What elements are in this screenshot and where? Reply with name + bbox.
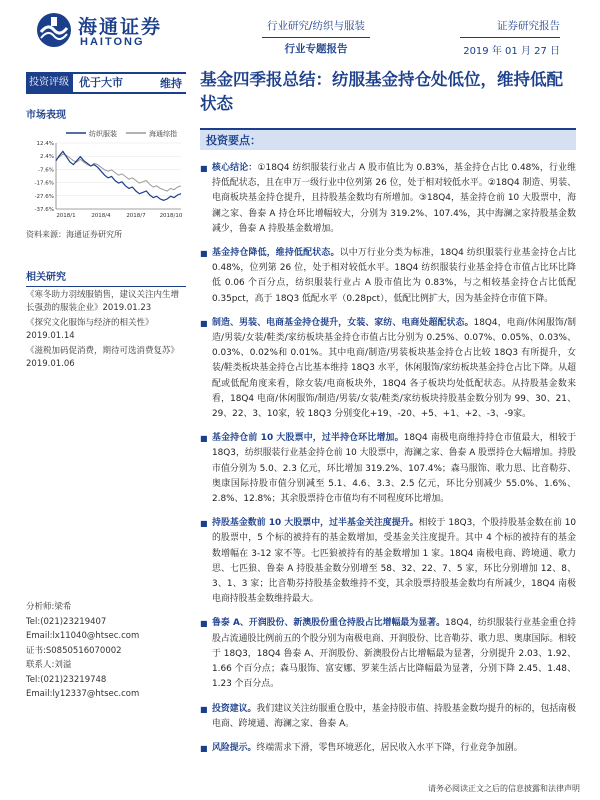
contact-tel: Tel:(021)23219748 [26,674,107,685]
report-category-block [262,18,370,56]
key-point-lead: 制造、男装、电商基金持仓提升，女装、家纺、电商处超配状态。 [212,317,474,328]
y-tick-label: -17.6% [34,180,54,187]
bullet-icon: ■ [200,704,208,714]
key-point-body: 终端需求下滑，零售环境恶化，居民收入水平下降，行业竞争加剧。 [256,742,523,753]
x-tick-label: 2018/1 [56,213,76,219]
key-point-text [212,431,576,507]
analyst-certificate: 证书:S0850516070002 [26,645,122,656]
haitong-logo-icon [36,12,72,48]
bullet-icon: ■ [200,743,208,753]
related-item[interactable]: 《寒冬助力羽绒服销售，建议关注内生增长强劲的服装企业》2019.01.23 [26,290,180,313]
key-point-lead: 鲁泰 A、开润股份、新澳股份重仓持股占比增幅最为显著。 [212,618,446,629]
market-performance-chart [26,127,186,227]
related-item[interactable]: 《滋税加码促消费，期待可选消费复苏》2019.01.06 [26,346,180,369]
report-header [0,0,600,62]
report-title: 基金四季报总结：纺服基金持仓处低位，维持低配状态 [200,70,563,113]
key-points-list [200,161,576,756]
investment-rating [26,72,186,94]
rating-status: 维持 [160,77,182,90]
bullet-icon: ■ [200,249,208,259]
key-point-item [200,516,576,607]
chart-source: 资料来源：海通证券研究所 [26,230,122,239]
key-point-lead: 风险提示。 [212,742,257,753]
y-tick-label: -7.6% [38,167,54,174]
key-points-bar [200,128,576,150]
key-point-item [200,702,576,732]
key-point-item [200,316,576,422]
x-tick-label: 2018/10 [159,213,183,219]
key-point-lead: 持股基金数前 10 大股票中，过半基金关注度提升。 [212,518,419,529]
key-point-text [212,616,576,692]
key-point-text [212,702,576,732]
contact-name: 联系人:刘溢 [26,660,72,670]
analyst-tel: Tel:(021)23219407 [26,616,107,627]
series-line-textile [56,151,181,200]
market-chart-svg [26,127,186,227]
key-point-body: 18Q4 南极电商维持持仓市值最大，相较于 18Q3，纺织服装行业基金持仓前 10 大股票中，海澜之家、鲁泰 A 股票持仓大幅增加。持股市值分别为 5.0、2.3 亿元，环比增加 319.2%、107.4%；森马服饰、歌力思、比音勒芬、奥康国际持股市值分别减至 5.1、4.6、3.3、2.5 亿元，环比分别减少 55.0%、1.6%、2.8%、12.8%；其余股票持仓市值均有不同程度环比增加。 [212,433,576,505]
bullet-icon: ■ [200,519,208,529]
key-point-text [212,741,523,756]
x-tick-label: 2018/7 [126,213,146,219]
rating-label: 投资评级 [26,74,72,92]
bullet-icon: ■ [200,434,208,444]
key-point-body: 我们建议关注纺服重仓股中，基金持股市值、持股基金数均提升的标的，包括南极电商、跨境通、海澜之家、鲁泰 A。 [212,703,576,729]
report-category: 行业研究/纺织与服装 [262,18,370,38]
bullet-icon: ■ [200,164,208,173]
logo-english-text: HAITONG [80,36,145,48]
analyst-email[interactable]: Email:lx11040@htsec.com [26,631,140,641]
logo-chinese-text: 海通证券 [78,16,163,38]
key-point-item [200,741,576,756]
sidebar [26,72,186,371]
analyst-contacts [26,600,186,702]
key-point-body: 相较于 18Q3，个股持股基金数在前 10 的股票中，5 个标的被持有的基金数增加，受基金关注度提升。其中 4 个标的被持有的基金数增幅在 3-12 家不等。七匹狼被持有的基金数增加 1 家。18Q4 南极电商、跨境通、歌力思、七匹狼、鲁泰 A 持股基金数分别增至 58、32、22、7、5 家，环比分别增加 12、8、3、1、3 家；比音勒芬持股基金数维持不变，其余股票持股基金数均有所减少，18Q4 南极电商持股基金数维持最大。 [212,518,577,605]
report-date: 2019 年 01 月 27 日 [463,46,560,57]
y-tick-label: 2.4% [40,154,54,161]
related-item[interactable]: 《探究文化服饰与经济的相关性》2019.01.14 [26,318,154,341]
key-point-item [200,246,576,307]
legend-label-index: 海通综指 [149,130,177,138]
rating-value: 优于大市 [72,74,129,92]
key-point-lead: 投资建议。 [212,703,257,714]
haitong-logo [36,10,186,52]
key-point-lead: 基金持仓降低，维持低配状态。 [212,248,340,259]
key-point-body: ①18Q4 纺织服装行业占 A 股市值比为 0.83%，基金持仓占比 0.48%，行业维持低配状态，且在申万一级行业中位列第 26 位，处于相对较低水平。②18Q4 制造、男装、电商板块基金持仓提升，且持股基金数均有所增加。③18Q4，基金持仓前 10 大股票中，海澜之家、鲁泰 A 持仓环比增幅较大，分别为 319.2%、107.4%，其中海澜之家持股基金数减少，鲁泰 A 持股基金数增加。 [212,163,576,234]
key-point-text [212,161,576,237]
main-content [200,68,576,756]
report-type: 行业专题报告 [284,43,348,55]
key-point-item [200,161,576,237]
related-research [26,268,186,371]
market-performance-title: 市场表现 [26,110,66,121]
key-point-body: 18Q4，纺织服装行业基金重仓持股占流通股比例前五的个股分别为南极电商、开润股份、比音勒芬、歌力思、奥康国际。相较于 18Q3，18Q4 鲁泰 A、开润股份、新澳股份占比增幅最为显著，分别提升 2.03、1.92、1.66 个百分点；森马服饰、富安娜、罗莱生活占比降幅最为显著，分别下降 2.45、1.48、1.23 个百分点。 [212,618,576,690]
analyst-name: 分析师:梁希 [26,602,72,612]
key-point-text [212,516,576,607]
key-point-text [212,316,576,422]
contact-email[interactable]: Email:ly12337@htsec.com [26,689,140,699]
bullet-icon: ■ [200,619,208,629]
report-label: 证券研究报告 [460,18,560,38]
key-point-body: 18Q4，电商/休闲服饰/制造/男装/女装/鞋类/家纺板块基金持仓市值占比分别为 0.25%、0.07%、0.05%、0.03%、0.03%、0.02%和 0.01%。其中电商/制造/男装板块基金持仓占比较 18Q3 有所提升，女装/鞋类板块基金持仓占比基本维持 18Q3 水平，休闲服饰/家纺板块基金持仓占比下降。从超配或低配角度来看，除女装/电商板块外，18Q4 各子板块均处低配状态。从持股基金数来看，18Q4 电商/休闲服饰/制造/男装/女装/鞋类/家纺板块持股基金数分别为 99、30、21、29、22、3、10家，较 18Q3 分别变化+19、-20、+5、+1、+2、-3、-9家。 [212,317,576,420]
series-line-index [56,154,181,191]
x-tick-label: 2018/4 [91,213,111,219]
key-points-label: 投资要点： [206,134,261,147]
report-label-block [460,18,560,57]
legend-label-textile: 纺织服装 [89,130,117,138]
disclaimer-footer: 请务必阅读正文之后的信息披露和法律声明 [428,784,580,793]
y-tick-label: -37.6% [34,207,54,213]
y-tick-label: 12.4% [36,141,54,147]
key-point-lead: 基金持仓前 10 大股票中，过半持仓环比增加。 [212,433,404,444]
key-point-text [212,246,576,307]
related-research-title: 相关研究 [26,268,186,287]
bullet-icon: ■ [200,318,208,328]
key-point-body: 以中万行业分类为标准，18Q4 纺织服装行业基金持仓占比 0.48%，位列第 26 位，处于相对较低水平。18Q4 纺织服装行业基金持仓市值占比环比降低 0.06 个百分点，纺织服装行业占 A 股市值比为 0.83%，与之相较基金持仓占比低配 0.35pct，高于 18Q3 低配水平（0.28pct），低配比例扩大，因为基金持仓市值下降。 [212,248,576,304]
key-point-item [200,616,576,692]
y-tick-label: -27.6% [34,193,54,200]
key-point-lead: 核心结论： [212,163,258,173]
key-point-item [200,431,576,507]
